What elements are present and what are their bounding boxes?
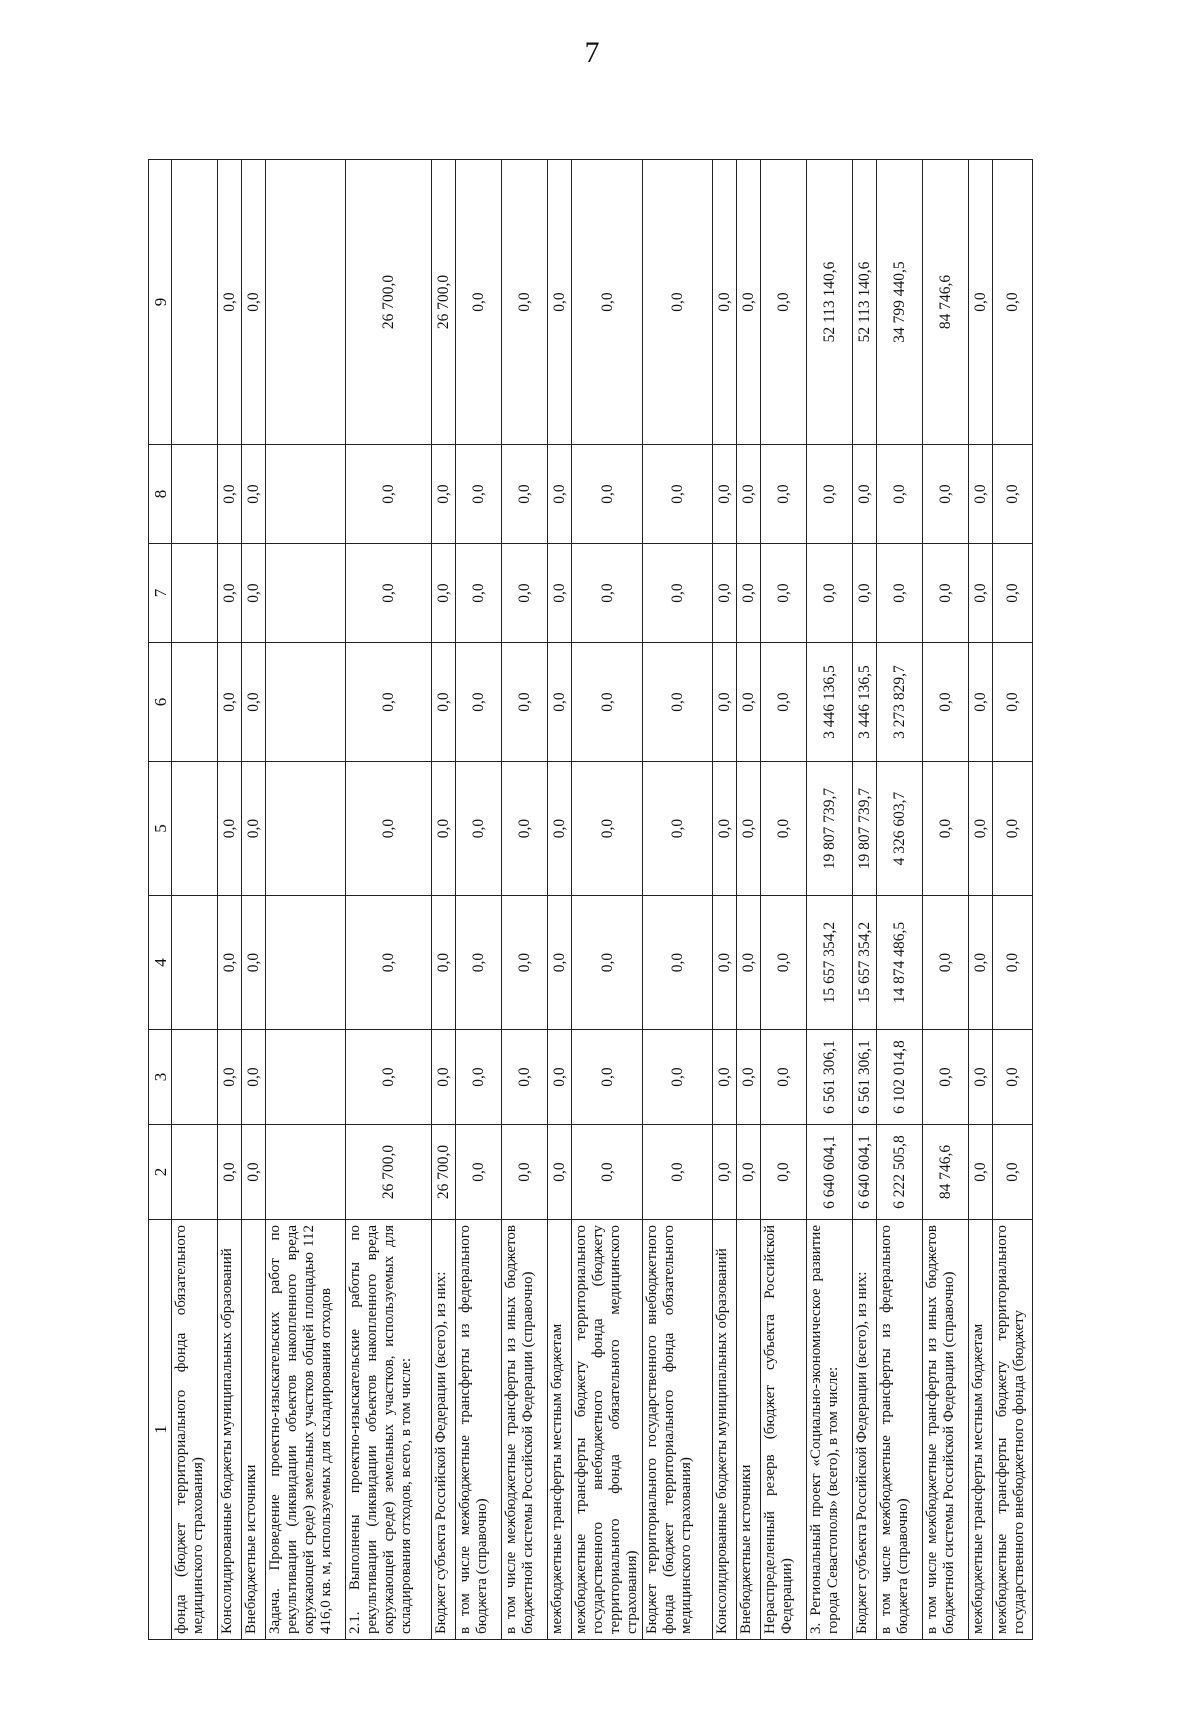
table-row bbox=[807, 160, 853, 1640]
row-value: 0,0 bbox=[502, 896, 548, 1030]
row-value: 0,0 bbox=[643, 643, 713, 762]
table-body bbox=[172, 160, 1033, 1640]
row-value: 0,0 bbox=[993, 896, 1033, 1030]
table-row bbox=[877, 160, 923, 1640]
row-value: 0,0 bbox=[456, 762, 502, 896]
row-value: 0,0 bbox=[502, 445, 548, 544]
row-value: 0,0 bbox=[242, 544, 266, 643]
table-row bbox=[548, 160, 572, 1640]
row-label: в том числе межбюджетные трансферты из иных бюджетов бюджетной системы Российской Федерации (справочно) bbox=[923, 1220, 969, 1640]
row-value: 0,0 bbox=[346, 1030, 432, 1125]
table-row bbox=[737, 160, 761, 1640]
table-row bbox=[172, 160, 218, 1640]
row-value: 0,0 bbox=[993, 762, 1033, 896]
row-value: 0,0 bbox=[432, 762, 456, 896]
row-value: 26 700,0 bbox=[432, 1125, 456, 1220]
row-value: 14 874 486,5 bbox=[877, 896, 923, 1030]
row-value: 0,0 bbox=[713, 544, 737, 643]
column-header: 5 bbox=[149, 762, 172, 896]
row-label: Консолидированные бюджеты муниципальных образований bbox=[218, 1220, 242, 1640]
table-row bbox=[218, 160, 242, 1640]
row-value: 0,0 bbox=[643, 1030, 713, 1125]
row-value: 0,0 bbox=[993, 445, 1033, 544]
row-value: 26 700,0 bbox=[432, 160, 456, 445]
row-value: 0,0 bbox=[761, 896, 807, 1030]
row-value: 0,0 bbox=[242, 1125, 266, 1220]
row-value: 0,0 bbox=[923, 896, 969, 1030]
row-value: 0,0 bbox=[737, 445, 761, 544]
row-value: 0,0 bbox=[502, 160, 548, 445]
row-value: 0,0 bbox=[877, 544, 923, 643]
table-row bbox=[761, 160, 807, 1640]
row-value bbox=[266, 643, 346, 762]
row-value: 0,0 bbox=[572, 445, 643, 544]
row-value: 6 102 014,8 bbox=[877, 1030, 923, 1125]
row-value: 0,0 bbox=[923, 643, 969, 762]
row-value: 6 561 306,1 bbox=[807, 1030, 853, 1125]
row-value: 26 700,0 bbox=[346, 160, 432, 445]
row-label: 3. Региональный проект «Социально-экономическое развитие города Севастополя» (всего), в том числе: bbox=[807, 1220, 853, 1640]
row-value: 19 807 739,7 bbox=[807, 762, 853, 896]
row-value: 0,0 bbox=[218, 1125, 242, 1220]
row-value bbox=[172, 643, 218, 762]
row-value: 0,0 bbox=[242, 643, 266, 762]
row-value: 0,0 bbox=[218, 896, 242, 1030]
table-row bbox=[643, 160, 713, 1640]
row-value: 0,0 bbox=[923, 1030, 969, 1125]
row-value: 0,0 bbox=[218, 643, 242, 762]
row-value: 0,0 bbox=[456, 445, 502, 544]
row-value: 0,0 bbox=[969, 1030, 993, 1125]
row-value: 0,0 bbox=[713, 1030, 737, 1125]
row-value: 6 222 505,8 bbox=[877, 1125, 923, 1220]
row-value bbox=[172, 762, 218, 896]
row-value: 0,0 bbox=[548, 896, 572, 1030]
row-value: 0,0 bbox=[993, 160, 1033, 445]
row-value: 4 326 603,7 bbox=[877, 762, 923, 896]
row-value: 0,0 bbox=[572, 160, 643, 445]
row-label: Задача. Проведение проектно-изыскательских работ по рекультивации (ликвидации объектов накопленного вреда окружающей среде) земельных участков общей площадью 112 416,0 кв. м, используемых для складирования отходов bbox=[266, 1220, 346, 1640]
row-value: 26 700,0 bbox=[346, 1125, 432, 1220]
row-value: 0,0 bbox=[761, 1030, 807, 1125]
row-value bbox=[172, 544, 218, 643]
row-value: 0,0 bbox=[713, 160, 737, 445]
table-row bbox=[993, 160, 1033, 1640]
row-value: 0,0 bbox=[761, 445, 807, 544]
rotated-table-wrapper bbox=[148, 160, 1128, 1640]
table-row bbox=[923, 160, 969, 1640]
row-value: 0,0 bbox=[643, 160, 713, 445]
row-value: 0,0 bbox=[737, 762, 761, 896]
budget-table bbox=[148, 159, 1033, 1640]
row-value: 6 640 604,1 bbox=[807, 1125, 853, 1220]
row-value: 0,0 bbox=[761, 1125, 807, 1220]
column-header: 8 bbox=[149, 445, 172, 544]
row-value: 0,0 bbox=[572, 896, 643, 1030]
row-value: 0,0 bbox=[643, 762, 713, 896]
row-value: 0,0 bbox=[737, 544, 761, 643]
row-label: Бюджет субъекта Российской Федерации (всего), из них: bbox=[853, 1220, 877, 1640]
row-value: 0,0 bbox=[456, 1030, 502, 1125]
row-value: 0,0 bbox=[923, 544, 969, 643]
row-value bbox=[172, 1030, 218, 1125]
row-value: 0,0 bbox=[346, 445, 432, 544]
row-label: в том числе межбюджетные трансферты из федерального бюджета (справочно) bbox=[877, 1220, 923, 1640]
row-value: 0,0 bbox=[242, 1030, 266, 1125]
row-value: 34 799 440,5 bbox=[877, 160, 923, 445]
row-value: 0,0 bbox=[548, 544, 572, 643]
row-value: 0,0 bbox=[218, 160, 242, 445]
row-value: 0,0 bbox=[713, 762, 737, 896]
table-row bbox=[346, 160, 432, 1640]
row-value: 0,0 bbox=[853, 445, 877, 544]
row-value: 0,0 bbox=[969, 160, 993, 445]
row-value: 15 657 354,2 bbox=[807, 896, 853, 1030]
table-row bbox=[432, 160, 456, 1640]
row-value: 0,0 bbox=[572, 1030, 643, 1125]
row-value: 0,0 bbox=[923, 445, 969, 544]
row-value: 0,0 bbox=[807, 445, 853, 544]
row-value: 0,0 bbox=[502, 1030, 548, 1125]
row-value: 0,0 bbox=[346, 544, 432, 643]
table-row bbox=[572, 160, 643, 1640]
row-value: 0,0 bbox=[456, 643, 502, 762]
page-number: 7 bbox=[584, 36, 600, 69]
row-label: в том числе межбюджетные трансферты из федерального бюджета (справочно) bbox=[456, 1220, 502, 1640]
row-label: межбюджетные трансферты бюджету территориального государственного внебюджетного фонда (бюджету bbox=[993, 1220, 1033, 1640]
row-value: 0,0 bbox=[969, 643, 993, 762]
row-value: 19 807 739,7 bbox=[853, 762, 877, 896]
table-row bbox=[456, 160, 502, 1640]
table-row bbox=[502, 160, 548, 1640]
row-value: 0,0 bbox=[969, 1125, 993, 1220]
row-value: 0,0 bbox=[713, 445, 737, 544]
row-value: 0,0 bbox=[218, 762, 242, 896]
row-value: 0,0 bbox=[456, 896, 502, 1030]
row-label: в том числе межбюджетные трансферты из иных бюджетов бюджетной системы Российской Федерации (справочно) bbox=[502, 1220, 548, 1640]
row-value: 0,0 bbox=[548, 1125, 572, 1220]
row-value: 0,0 bbox=[807, 544, 853, 643]
row-value: 0,0 bbox=[713, 1125, 737, 1220]
row-value: 0,0 bbox=[761, 544, 807, 643]
row-label: Внебюджетные источники bbox=[242, 1220, 266, 1640]
row-value: 52 113 140,6 bbox=[807, 160, 853, 445]
row-label: Бюджет субъекта Российской Федерации (всего), из них: bbox=[432, 1220, 456, 1640]
row-value: 0,0 bbox=[761, 160, 807, 445]
row-value: 0,0 bbox=[737, 160, 761, 445]
row-value: 0,0 bbox=[218, 445, 242, 544]
row-value: 0,0 bbox=[853, 544, 877, 643]
column-header: 4 bbox=[149, 896, 172, 1030]
row-value: 0,0 bbox=[993, 1125, 1033, 1220]
row-value bbox=[172, 445, 218, 544]
row-value: 0,0 bbox=[761, 643, 807, 762]
row-label: фонда (бюджет территориального фонда обязательного медицинского страхования) bbox=[172, 1220, 218, 1640]
row-value: 0,0 bbox=[969, 445, 993, 544]
column-header: 7 bbox=[149, 544, 172, 643]
row-value bbox=[266, 1030, 346, 1125]
row-value: 0,0 bbox=[502, 1125, 548, 1220]
row-value: 0,0 bbox=[969, 544, 993, 643]
row-value: 0,0 bbox=[969, 896, 993, 1030]
row-value: 6 640 604,1 bbox=[853, 1125, 877, 1220]
row-label: межбюджетные трансферты местным бюджетам bbox=[969, 1220, 993, 1640]
row-value bbox=[172, 1125, 218, 1220]
column-header: 3 bbox=[149, 1030, 172, 1125]
row-value: 0,0 bbox=[643, 896, 713, 1030]
row-value: 0,0 bbox=[737, 1030, 761, 1125]
row-value: 0,0 bbox=[218, 544, 242, 643]
row-value bbox=[266, 160, 346, 445]
column-header: 2 bbox=[149, 1125, 172, 1220]
row-value: 0,0 bbox=[218, 1030, 242, 1125]
row-value: 0,0 bbox=[502, 544, 548, 643]
row-value: 84 746,6 bbox=[923, 1125, 969, 1220]
row-label: межбюджетные трансферты бюджету территориального государственного внебюджетного фонда (бюджету территориального фонда обязательного медицинского страхования) bbox=[572, 1220, 643, 1640]
table-row bbox=[242, 160, 266, 1640]
row-value bbox=[266, 1125, 346, 1220]
row-value: 3 446 136,5 bbox=[853, 643, 877, 762]
row-value: 84 746,6 bbox=[923, 160, 969, 445]
row-value: 0,0 bbox=[548, 643, 572, 762]
row-value: 0,0 bbox=[432, 544, 456, 643]
row-value: 0,0 bbox=[548, 160, 572, 445]
table-row bbox=[713, 160, 737, 1640]
row-label: 2.1. Выполнены проектно-изыскательские работы по рекультивации (ликвидации объектов накопленного вреда окружающей среде) земельных участков, используемых для складирования отходов, всего, в том числе: bbox=[346, 1220, 432, 1640]
column-header: 9 bbox=[149, 160, 172, 445]
row-value: 0,0 bbox=[737, 643, 761, 762]
row-label: межбюджетные трансферты местным бюджетам bbox=[548, 1220, 572, 1640]
row-value: 0,0 bbox=[993, 544, 1033, 643]
row-value: 0,0 bbox=[737, 1125, 761, 1220]
row-value: 0,0 bbox=[548, 445, 572, 544]
row-value: 0,0 bbox=[432, 1030, 456, 1125]
row-value: 0,0 bbox=[456, 1125, 502, 1220]
row-label: Бюджет территориального государственного внебюджетного фонда (бюджет территориального фонда обязательного медицинского страхования) bbox=[643, 1220, 713, 1640]
row-label: Консолидированные бюджеты муниципальных образований bbox=[713, 1220, 737, 1640]
row-value: 0,0 bbox=[242, 762, 266, 896]
row-value: 52 113 140,6 bbox=[853, 160, 877, 445]
row-value: 6 561 306,1 bbox=[853, 1030, 877, 1125]
row-value: 0,0 bbox=[548, 1030, 572, 1125]
table-row bbox=[853, 160, 877, 1640]
row-value: 0,0 bbox=[432, 896, 456, 1030]
column-number-row bbox=[149, 160, 172, 1640]
row-value: 0,0 bbox=[346, 896, 432, 1030]
row-value: 0,0 bbox=[713, 643, 737, 762]
row-value bbox=[266, 762, 346, 896]
row-value: 0,0 bbox=[969, 762, 993, 896]
row-value bbox=[172, 160, 218, 445]
row-value: 0,0 bbox=[993, 1030, 1033, 1125]
row-value: 0,0 bbox=[643, 445, 713, 544]
row-value: 0,0 bbox=[242, 445, 266, 544]
row-value: 0,0 bbox=[572, 643, 643, 762]
row-label: Внебюджетные источники bbox=[737, 1220, 761, 1640]
row-value: 0,0 bbox=[346, 762, 432, 896]
column-header: 6 bbox=[149, 643, 172, 762]
row-value: 0,0 bbox=[877, 445, 923, 544]
row-value bbox=[266, 896, 346, 1030]
row-value: 0,0 bbox=[923, 762, 969, 896]
row-value: 0,0 bbox=[713, 896, 737, 1030]
column-header: 1 bbox=[149, 1220, 172, 1640]
row-value bbox=[172, 896, 218, 1030]
row-value: 0,0 bbox=[502, 643, 548, 762]
row-value: 3 446 136,5 bbox=[807, 643, 853, 762]
row-value: 0,0 bbox=[572, 544, 643, 643]
row-value: 0,0 bbox=[993, 643, 1033, 762]
row-value: 0,0 bbox=[643, 1125, 713, 1220]
row-value: 0,0 bbox=[737, 896, 761, 1030]
row-value: 0,0 bbox=[548, 762, 572, 896]
table-row bbox=[969, 160, 993, 1640]
row-value: 0,0 bbox=[572, 762, 643, 896]
row-value: 0,0 bbox=[643, 544, 713, 643]
row-value bbox=[266, 445, 346, 544]
row-value: 0,0 bbox=[432, 445, 456, 544]
row-value: 0,0 bbox=[572, 1125, 643, 1220]
row-value bbox=[266, 544, 346, 643]
row-value: 0,0 bbox=[502, 762, 548, 896]
table-row bbox=[266, 160, 346, 1640]
row-value: 0,0 bbox=[242, 896, 266, 1030]
row-value: 0,0 bbox=[456, 544, 502, 643]
row-value: 15 657 354,2 bbox=[853, 896, 877, 1030]
row-value: 0,0 bbox=[456, 160, 502, 445]
row-value: 0,0 bbox=[242, 160, 266, 445]
row-label: Нераспределенный резерв (бюджет субъекта Российской Федерации) bbox=[761, 1220, 807, 1640]
row-value: 0,0 bbox=[432, 643, 456, 762]
row-value: 3 273 829,7 bbox=[877, 643, 923, 762]
row-value: 0,0 bbox=[346, 643, 432, 762]
row-value: 0,0 bbox=[761, 762, 807, 896]
